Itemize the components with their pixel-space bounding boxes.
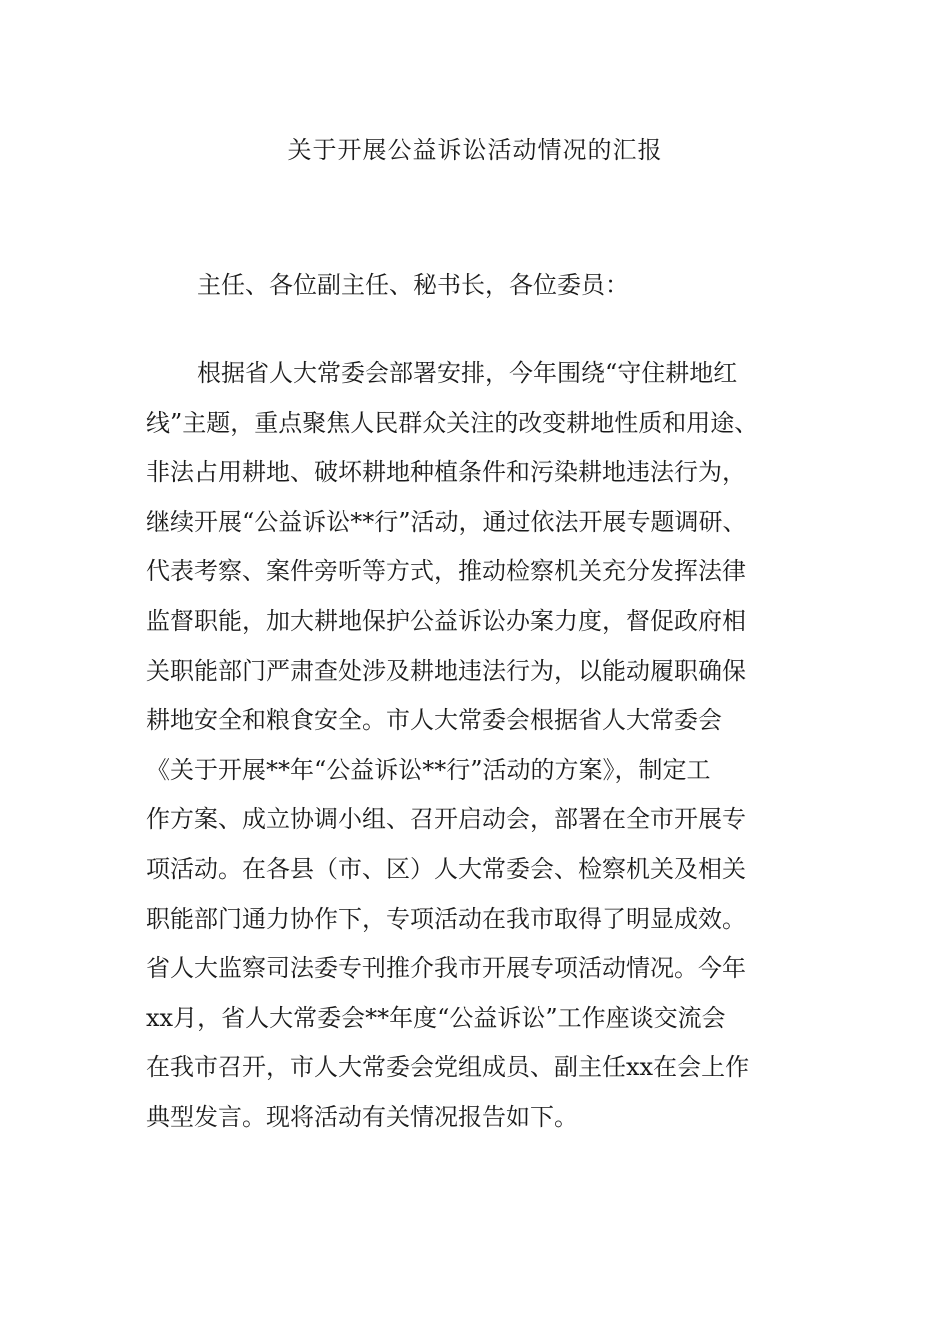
paragraph-line: 典型发言。现将活动有关情况报告如下。 (146, 1102, 578, 1131)
paragraph-line: 耕地安全和粮食安全。市人大常委会根据省人大常委会 (146, 706, 722, 735)
paragraph-line: 继续开展“公益诉讼**行”活动，通过依法开展专题调研、 (146, 507, 747, 536)
paragraph-line: 在我市召开，市人大常委会党组成员、副主任xx在会上作 (146, 1053, 750, 1082)
paragraph-line: 非法占用耕地、破坏耕地种植条件和污染耕地违法行为， (146, 458, 746, 487)
paragraph-line: 根据省人大常委会部署安排，今年围绕“守住耕地红 (197, 359, 738, 387)
paragraph-line: 关职能部门严肃查处涉及耕地违法行为，以能动履职确保 (146, 656, 746, 685)
paragraph-line: 线”主题，重点聚焦人民群众关注的改变耕地性质和用途、 (146, 408, 759, 437)
paragraph-line: 职能部门通力协作下，专项活动在我市取得了明显成效。 (146, 904, 746, 933)
paragraph-line: 《关于开展**年“公益诉讼**行”活动的方案》，制定工 (146, 755, 711, 784)
paragraph-line: xx月，省人大常委会**年度“公益诉讼”工作座谈交流会 (146, 1003, 726, 1032)
paragraph-line: 省人大监察司法委专刊推介我市开展专项活动情况。今年 (146, 954, 746, 983)
salutation: 主任、各位副主任、秘书长，各位委员： (197, 271, 629, 299)
paragraph-line: 项活动。在各县（市、区）人大常委会、检察机关及相关 (146, 854, 746, 883)
body-paragraph (146, 354, 806, 1148)
paragraph-line: 作方案、成立协调小组、召开启动会，部署在全市开展专 (146, 805, 746, 834)
document-title: 关于开展公益诉讼活动情况的汇报 (287, 136, 663, 164)
paragraph-line: 监督职能，加大耕地保护公益诉讼办案力度，督促政府相 (146, 606, 746, 635)
paragraph-line: 代表考察、案件旁听等方式，推动检察机关充分发挥法律 (146, 557, 746, 586)
